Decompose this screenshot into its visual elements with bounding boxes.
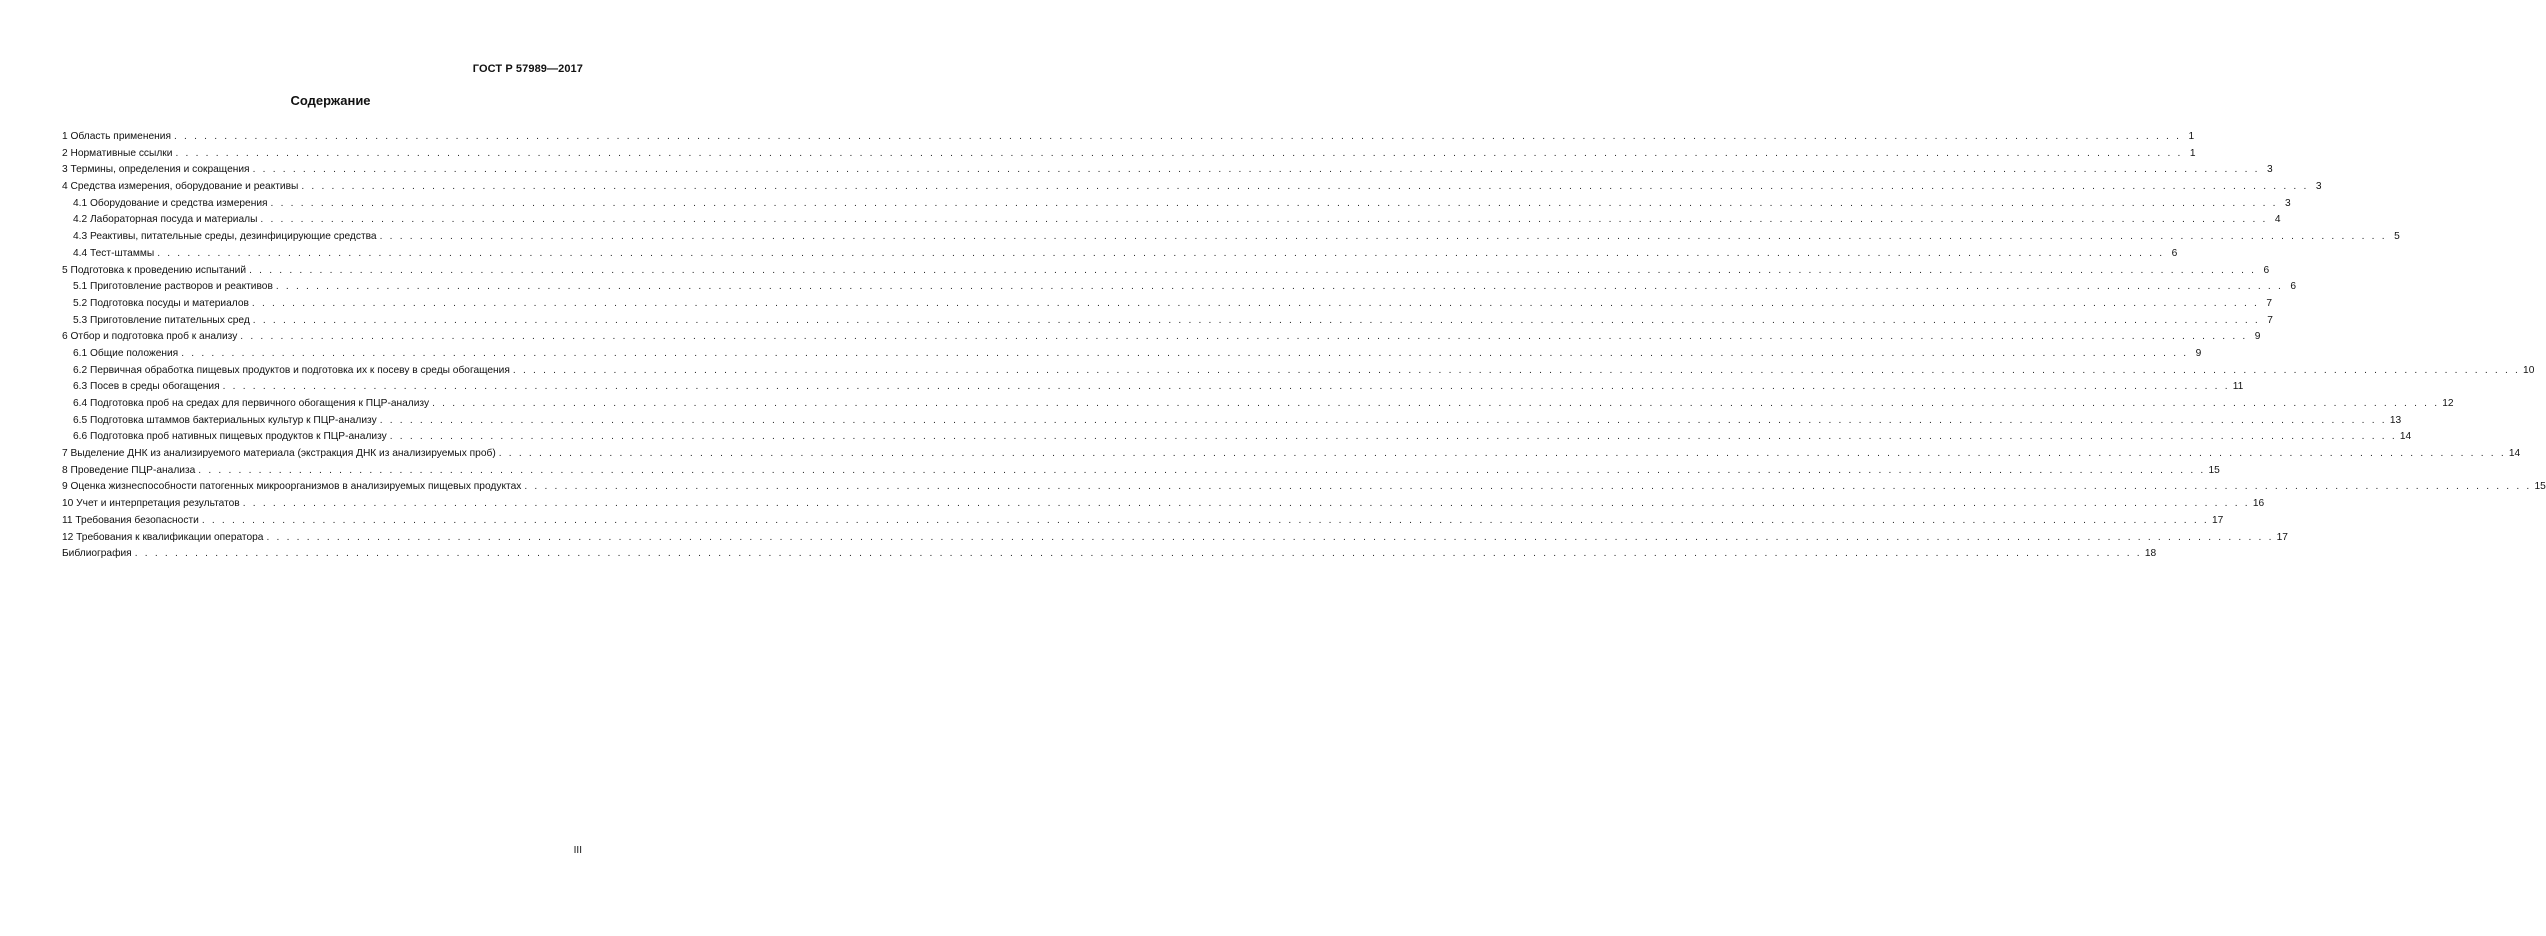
toc-entry-text: 7 Выделение ДНК из анализируемого материала (экстракция ДНК из анализируемых проб) (62, 448, 496, 460)
toc-leader-dots: . . . . . . . . . . . . . . . . . . . . . . . . . . . . . . . . . . . . . . . . . . . . . . . . . . . . . . . . . . . . . . . . . . . . . . . . . . . . . . . . . . . . . . . . . . . . . . . . . . . . . . . . . . . . . . . . . . . . . . . . . . . . . . . . . . . . . . . . . . . . . . . . . . . . . . . . . . . . . . . . . . . . . . . . . . . . . . . . . . . . . . . . . . . . . . . . . . . . . . . . (512, 364, 2521, 376)
toc-leader-dots: . . . . . . . . . . . . . . . . . . . . . . . . . . . . . . . . . . . . . . . . . . . . . . . . . . . . . . . . . . . . . . . . . . . . . . . . . . . . . . . . . . . . . . . . . . . . . . . . . . . . . . . . . . . . . . . . . . . . . . . . . . . . . . . . . . . . . . . . . . . . . . . . . . . . . . . . . . . . . . . . . . . . . . . . . . . . . . . . . . . . . . . . . . . . . . . . . . . . . . . . (252, 164, 2260, 176)
toc-entry-text: 6.5 Подготовка штаммов бактериальных культур к ПЦР-анализу (73, 414, 377, 426)
toc-entry-page: 1 (2189, 147, 2196, 159)
toc-entry-page: 15 (2208, 464, 2220, 476)
toc-entry-page: 4 (2274, 214, 2281, 226)
toc-entry-text: 9 Оценка жизнеспособности патогенных микроорганизмов в анализируемых пищевых продуктах (62, 481, 522, 493)
toc-leader-dots: . . . . . . . . . . . . . . . . . . . . . . . . . . . . . . . . . . . . . . . . . . . . . . . . . . . . . . . . . . . . . . . . . . . . . . . . . . . . . . . . . . . . . . . . . . . . . . . . . . . . . . . . . . . . . . . . . . . . . . . . . . . . . . . . . . . . . . . . . . . . . . . . . . . . . . . . . . . . . . . . . . . . . . . . . . . . . . . . . . . . . . . . . . . . . . . . . . . . . . . . (260, 214, 2268, 226)
toc-entry (62, 279, 2297, 296)
toc-entry (62, 496, 2265, 513)
toc-entry (62, 246, 2178, 263)
toc-entry-page: 9 (2195, 347, 2202, 359)
toc-entry-page: 17 (2211, 514, 2224, 526)
toc-leader-dots: . . . . . . . . . . . . . . . . . . . . . . . . . . . . . . . . . . . . . . . . . . . . . . . . . . . . . . . . . . . . . . . . . . . . . . . . . . . . . . . . . . . . . . . . . . . . . . . . . . . . . . . . . . . . . . . . . . . . . . . . . . . . . . . . . . . . . . . . . . . . . . . . . . . . . . . . . . . . . . . . . . . . . . . . . . . . . . . . . . . . . . . . . . . . . . . . . . . . . . . . (379, 414, 2387, 426)
table-of-contents (62, 129, 2546, 563)
toc-entry (62, 179, 2322, 196)
toc-entry-page: 3 (2315, 181, 2322, 193)
toc-leader-dots: . . . . . . . . . . . . . . . . . . . . . . . . . . . . . . . . . . . . . . . . . . . . . . . . . . . . . . . . . . . . . . . . . . . . . . . . . . . . . . . . . . . . . . . . . . . . . . . . . . . . . . . . . . . . . . . . . . . . . . . . . . . . . . . . . . . . . . . . . . . . . . . . . . . . . . . . . . . . . . . . . . . . . . . . . . . . . . . . . . . . . . . . . . . . . . . . . . . . . . . . (181, 347, 2189, 359)
toc-entry-page: 5 (2394, 231, 2400, 243)
toc-entry-page: 9 (2254, 331, 2261, 343)
toc-leader-dots: . . . . . . . . . . . . . . . . . . . . . . . . . . . . . . . . . . . . . . . . . . . . . . . . . . . . . . . . . . . . . . . . . . . . . . . . . . . . . . . . . . . . . . . . . . . . . . . . . . . . . . . . . . . . . . . . . . . . . . . . . . . . . . . . . . . . . . . . . . . . . . . . . . . . . . . . . . . . . . . . . . . . . . . . . . . . . . . . . . . . . . . . . . . . . . . . . . . . . . . . (266, 531, 2274, 543)
toc-entry-page: 12 (2442, 398, 2454, 409)
toc-entry-text: 5.2 Подготовка посуды и материалов (73, 297, 249, 309)
toc-entry (62, 396, 2454, 413)
toc-entry-text: 4.4 Тест-штаммы (73, 247, 155, 259)
toc-entry-text: 6.6 Подготовка проб нативных пищевых продуктов к ПЦР-анализу (73, 431, 387, 443)
toc-entry-text: Библиография (62, 548, 132, 560)
toc-entry-text: 12 Требования к квалификации оператора (62, 531, 264, 543)
toc-entry-text: 6.4 Подготовка проб на средах для первичного обогащения к ПЦР-анализу (73, 398, 430, 409)
toc-entry-page: 7 (2267, 314, 2273, 326)
toc-leader-dots: . . . . . . . . . . . . . . . . . . . . . . . . . . . . . . . . . . . . . . . . . . . . . . . . . . . . . . . . . . . . . . . . . . . . . . . . . . . . . . . . . . . . . . . . . . . . . . . . . . . . . . . . . . . . . . . . . . . . . . . . . . . . . . . . . . . . . . . . . . . . . . . . . . . . . . . . . . . . . . . . . . . . . . . . . . . . . . . . . . . . . . . . . . . . . . . . . . . . . . . . (134, 548, 2142, 560)
toc-entry-text: 4.2 Лабораторная посуда и материалы (73, 214, 258, 226)
toc-entry-page: 13 (2389, 414, 2402, 426)
toc-entry (62, 363, 2535, 380)
toc-entry-page: 3 (2267, 164, 2273, 176)
toc-entry (62, 212, 2281, 229)
toc-entry-page: 10 (2523, 364, 2535, 376)
toc-leader-dots: . . . . . . . . . . . . . . . . . . . . . . . . . . . . . . . . . . . . . . . . . . . . . . . . . . . . . . . . . . . . . . . . . . . . . . . . . . . . . . . . . . . . . . . . . . . . . . . . . . . . . . . . . . . . . . . . . . . . . . . . . . . . . . . . . . . . . . . . . . . . . . . . . . . . . . . . . . . . . . . . . . . . . . . . . . . . . . . . . . . . . . . . . . . . . . . . . . . . . . . . (498, 448, 2506, 460)
toc-leader-dots: . . . . . . . . . . . . . . . . . . . . . . . . . . . . . . . . . . . . . . . . . . . . . . . . . . . . . . . . . . . . . . . . . . . . . . . . . . . . . . . . . . . . . . . . . . . . . . . . . . . . . . . . . . . . . . . . . . . . . . . . . . . . . . . . . . . . . . . . . . . . . . . . . . . . . . . . . . . . . . . . . . . . . . . . . . . . . . . . . . . . . . . . . . . . . . . . . . . . . . . . (242, 498, 2250, 510)
toc-entry-text: 4 Средства измерения, оборудование и реактивы (62, 181, 299, 193)
toc-entry (62, 229, 2400, 246)
toc-entry-text: 6.1 Общие положения (73, 347, 179, 359)
toc-entry-text: 5.3 Приготовление питательных сред (73, 314, 250, 326)
toc-entry-text: 8 Проведение ПЦР-анализа (62, 464, 196, 476)
toc-entry-text: 2 Нормативные ссылки (62, 147, 173, 159)
toc-entry (62, 429, 2412, 446)
toc-entry-text: 4.3 Реактивы, питательные среды, дезинфицирующие средства (73, 231, 377, 243)
toc-leader-dots: . . . . . . . . . . . . . . . . . . . . . . . . . . . . . . . . . . . . . . . . . . . . . . . . . . . . . . . . . . . . . . . . . . . . . . . . . . . . . . . . . . . . . . . . . . . . . . . . . . . . . . . . . . . . . . . . . . . . . . . . . . . . . . . . . . . . . . . . . . . . . . . . . . . . . . . . . . . . . . . . . . . . . . . . . . . . . . . . . . . . . . . . . . . . . . . . . . . . . . . . (252, 314, 2260, 326)
toc-entry-text: 10 Учет и интерпретация результатов (62, 498, 240, 510)
toc-entry (62, 479, 2546, 496)
toc-entry (62, 379, 2244, 396)
toc-entry (62, 446, 2521, 463)
toc-entry (62, 463, 2220, 480)
toc-leader-dots: . . . . . . . . . . . . . . . . . . . . . . . . . . . . . . . . . . . . . . . . . . . . . . . . . . . . . . . . . . . . . . . . . . . . . . . . . . . . . . . . . . . . . . . . . . . . . . . . . . . . . . . . . . . . . . . . . . . . . . . . . . . . . . . . . . . . . . . . . . . . . . . . . . . . . . . . . . . . . . . . . . . . . . . . . . . . . . . . . . . . . . . . . . . . . . . . . . . . . . . . (379, 231, 2387, 243)
toc-entry-text: 4.1 Оборудование и средства измерения (73, 197, 268, 209)
toc-leader-dots: . . . . . . . . . . . . . . . . . . . . . . . . . . . . . . . . . . . . . . . . . . . . . . . . . . . . . . . . . . . . . . . . . . . . . . . . . . . . . . . . . . . . . . . . . . . . . . . . . . . . . . . . . . . . . . . . . . . . . . . . . . . . . . . . . . . . . . . . . . . . . . . . . . . . . . . . . . . . . . . . . . . . . . . . . . . . . . . . . . . . . . . . . . . . . . . . . . . . . . . . (270, 197, 2278, 209)
document-code: ГОСТ Р 57989—2017 (472, 63, 583, 75)
toc-entry (62, 196, 2291, 213)
toc-leader-dots: . . . . . . . . . . . . . . . . . . . . . . . . . . . . . . . . . . . . . . . . . . . . . . . . . . . . . . . . . . . . . . . . . . . . . . . . . . . . . . . . . . . . . . . . . . . . . . . . . . . . . . . . . . . . . . . . . . . . . . . . . . . . . . . . . . . . . . . . . . . . . . . . . . . . . . . . . . . . . . . . . . . . . . . . . . . . . . . . . . . . . . . . . . . . . . . . . . . . . . . . (198, 464, 2206, 476)
toc-leader-dots: . . . . . . . . . . . . . . . . . . . . . . . . . . . . . . . . . . . . . . . . . . . . . . . . . . . . . . . . . . . . . . . . . . . . . . . . . . . . . . . . . . . . . . . . . . . . . . . . . . . . . . . . . . . . . . . . . . . . . . . . . . . . . . . . . . . . . . . . . . . . . . . . . . . . . . . . . . . . . . . . . . . . . . . . . . . . . . . . . . . . . . . . . . . . . . . . . . . . . . . . (173, 131, 2182, 142)
toc-entry-page: 1 (2188, 131, 2195, 142)
toc-entry-page: 6 (2171, 247, 2178, 259)
toc-leader-dots: . . . . . . . . . . . . . . . . . . . . . . . . . . . . . . . . . . . . . . . . . . . . . . . . . . . . . . . . . . . . . . . . . . . . . . . . . . . . . . . . . . . . . . . . . . . . . . . . . . . . . . . . . . . . . . . . . . . . . . . . . . . . . . . . . . . . . . . . . . . . . . . . . . . . . . . . . . . . . . . . . . . . . . . . . . . . . . . . . . . . . . . . . . . . . . . . . . . . . . . . (251, 297, 2260, 309)
toc-entry (62, 296, 2273, 313)
toc-entry (62, 263, 2270, 280)
toc-leader-dots: . . . . . . . . . . . . . . . . . . . . . . . . . . . . . . . . . . . . . . . . . . . . . . . . . . . . . . . . . . . . . . . . . . . . . . . . . . . . . . . . . . . . . . . . . . . . . . . . . . . . . . . . . . . . . . . . . . . . . . . . . . . . . . . . . . . . . . . . . . . . . . . . . . . . . . . . . . . . . . . . . . . . . . . . . . . . . . . . . . . . . . . . . . . . . . . . . . . . . . . . (249, 264, 2257, 276)
toc-entry-text: 5 Подготовка к проведению испытаний (62, 264, 247, 276)
toc-entry-page: 7 (2266, 297, 2273, 309)
toc-leader-dots: . . . . . . . . . . . . . . . . . . . . . . . . . . . . . . . . . . . . . . . . . . . . . . . . . . . . . . . . . . . . . . . . . . . . . . . . . . . . . . . . . . . . . . . . . . . . . . . . . . . . . . . . . . . . . . . . . . . . . . . . . . . . . . . . . . . . . . . . . . . . . . . . . . . . . . . . . . . . . . . . . . . . . . . . . . . . . . . . . . . . . . . . . . . . . . . . . . . . . . . . (301, 181, 2309, 193)
toc-entry-page: 6 (2263, 264, 2270, 276)
toc-leader-dots: . . . . . . . . . . . . . . . . . . . . . . . . . . . . . . . . . . . . . . . . . . . . . . . . . . . . . . . . . . . . . . . . . . . . . . . . . . . . . . . . . . . . . . . . . . . . . . . . . . . . . . . . . . . . . . . . . . . . . . . . . . . . . . . . . . . . . . . . . . . . . . . . . . . . . . . . . . . . . . . . . . . . . . . . . . . . . . . . . . . . . . . . . . . . . . . . . . . . . . . . (524, 481, 2532, 493)
toc-leader-dots: . . . . . . . . . . . . . . . . . . . . . . . . . . . . . . . . . . . . . . . . . . . . . . . . . . . . . . . . . . . . . . . . . . . . . . . . . . . . . . . . . . . . . . . . . . . . . . . . . . . . . . . . . . . . . . . . . . . . . . . . . . . . . . . . . . . . . . . . . . . . . . . . . . . . . . . . . . . . . . . . . . . . . . . . . . . . . . . . . . . . . . . . . . . . . . . . . . . . . . . . (175, 147, 2183, 159)
toc-entry (62, 413, 2402, 430)
toc-entry (62, 346, 2202, 363)
toc-leader-dots: . . . . . . . . . . . . . . . . . . . . . . . . . . . . . . . . . . . . . . . . . . . . . . . . . . . . . . . . . . . . . . . . . . . . . . . . . . . . . . . . . . . . . . . . . . . . . . . . . . . . . . . . . . . . . . . . . . . . . . . . . . . . . . . . . . . . . . . . . . . . . . . . . . . . . . . . . . . . . . . . . . . . . . . . . . . . . . . . . . . . . . . . . . . . . . . . . . . . . . . . (157, 247, 2165, 259)
toc-leader-dots: . . . . . . . . . . . . . . . . . . . . . . . . . . . . . . . . . . . . . . . . . . . . . . . . . . . . . . . . . . . . . . . . . . . . . . . . . . . . . . . . . . . . . . . . . . . . . . . . . . . . . . . . . . . . . . . . . . . . . . . . . . . . . . . . . . . . . . . . . . . . . . . . . . . . . . . . . . . . . . . . . . . . . . . . . . . . . . . . . . . . . . . . . . . . . . . . . . . . . . . . (389, 431, 2397, 443)
toc-entry-text: 6 Отбор и подготовка проб к анализу (62, 331, 238, 343)
toc-entry (62, 129, 2195, 146)
toc-entry-text: 6.3 Посев в среды обогащения (73, 381, 220, 393)
toc-entry (62, 530, 2288, 547)
toc-entry (62, 162, 2273, 179)
toc-entry-page: 6 (2290, 281, 2297, 293)
toc-entry-page: 16 (2252, 498, 2265, 510)
toc-entry-text: 6.2 Первичная обработка пищевых продуктов и подготовка их к посеву в среды обогащения (73, 364, 510, 376)
toc-entry-page: 11 (2232, 381, 2244, 393)
toc-leader-dots: . . . . . . . . . . . . . . . . . . . . . . . . . . . . . . . . . . . . . . . . . . . . . . . . . . . . . . . . . . . . . . . . . . . . . . . . . . . . . . . . . . . . . . . . . . . . . . . . . . . . . . . . . . . . . . . . . . . . . . . . . . . . . . . . . . . . . . . . . . . . . . . . . . . . . . . . . . . . . . . . . . . . . . . . . . . . . . . . . . . . . . . . . . . . . . . . . . . . . . . . (432, 398, 2440, 409)
toc-entry (62, 329, 2261, 346)
toc-entry (62, 146, 2196, 163)
toc-entry-page: 15 (2534, 481, 2546, 493)
toc-entry-page: 14 (2508, 448, 2521, 460)
toc-entry (62, 513, 2224, 530)
toc-entry-page: 17 (2276, 531, 2288, 543)
toc-entry-text: 3 Термины, определения и сокращения (62, 164, 250, 176)
toc-entry (62, 546, 2157, 563)
toc-leader-dots: . . . . . . . . . . . . . . . . . . . . . . . . . . . . . . . . . . . . . . . . . . . . . . . . . . . . . . . . . . . . . . . . . . . . . . . . . . . . . . . . . . . . . . . . . . . . . . . . . . . . . . . . . . . . . . . . . . . . . . . . . . . . . . . . . . . . . . . . . . . . . . . . . . . . . . . . . . . . . . . . . . . . . . . . . . . . . . . . . . . . . . . . . . . . . . . . . . . . . . . . (201, 514, 2209, 526)
toc-leader-dots: . . . . . . . . . . . . . . . . . . . . . . . . . . . . . . . . . . . . . . . . . . . . . . . . . . . . . . . . . . . . . . . . . . . . . . . . . . . . . . . . . . . . . . . . . . . . . . . . . . . . . . . . . . . . . . . . . . . . . . . . . . . . . . . . . . . . . . . . . . . . . . . . . . . . . . . . . . . . . . . . . . . . . . . . . . . . . . . . . . . . . . . . . . . . . . . . . . . . . . . . (240, 331, 2248, 343)
toc-entry-text: 1 Область применения (62, 131, 171, 142)
toc-leader-dots: . . . . . . . . . . . . . . . . . . . . . . . . . . . . . . . . . . . . . . . . . . . . . . . . . . . . . . . . . . . . . . . . . . . . . . . . . . . . . . . . . . . . . . . . . . . . . . . . . . . . . . . . . . . . . . . . . . . . . . . . . . . . . . . . . . . . . . . . . . . . . . . . . . . . . . . . . . . . . . . . . . . . . . . . . . . . . . . . . . . . . . . . . . . . . . . . . . . . . . . . (222, 381, 2230, 393)
toc-entry-page: 3 (2285, 197, 2291, 209)
toc-entry-page: 14 (2399, 431, 2412, 443)
page-number: III (573, 845, 582, 856)
toc-leader-dots: . . . . . . . . . . . . . . . . . . . . . . . . . . . . . . . . . . . . . . . . . . . . . . . . . . . . . . . . . . . . . . . . . . . . . . . . . . . . . . . . . . . . . . . . . . . . . . . . . . . . . . . . . . . . . . . . . . . . . . . . . . . . . . . . . . . . . . . . . . . . . . . . . . . . . . . . . . . . . . . . . . . . . . . . . . . . . . . . . . . . . . . . . . . . . . . . . . . . . . . . (275, 281, 2284, 293)
toc-entry-page: 18 (2144, 548, 2157, 560)
toc-title: Содержание (290, 93, 371, 108)
toc-entry-text: 11 Требования безопасности (62, 514, 199, 526)
toc-entry (62, 313, 2273, 330)
toc-entry-text: 5.1 Приготовление растворов и реактивов (73, 281, 273, 293)
